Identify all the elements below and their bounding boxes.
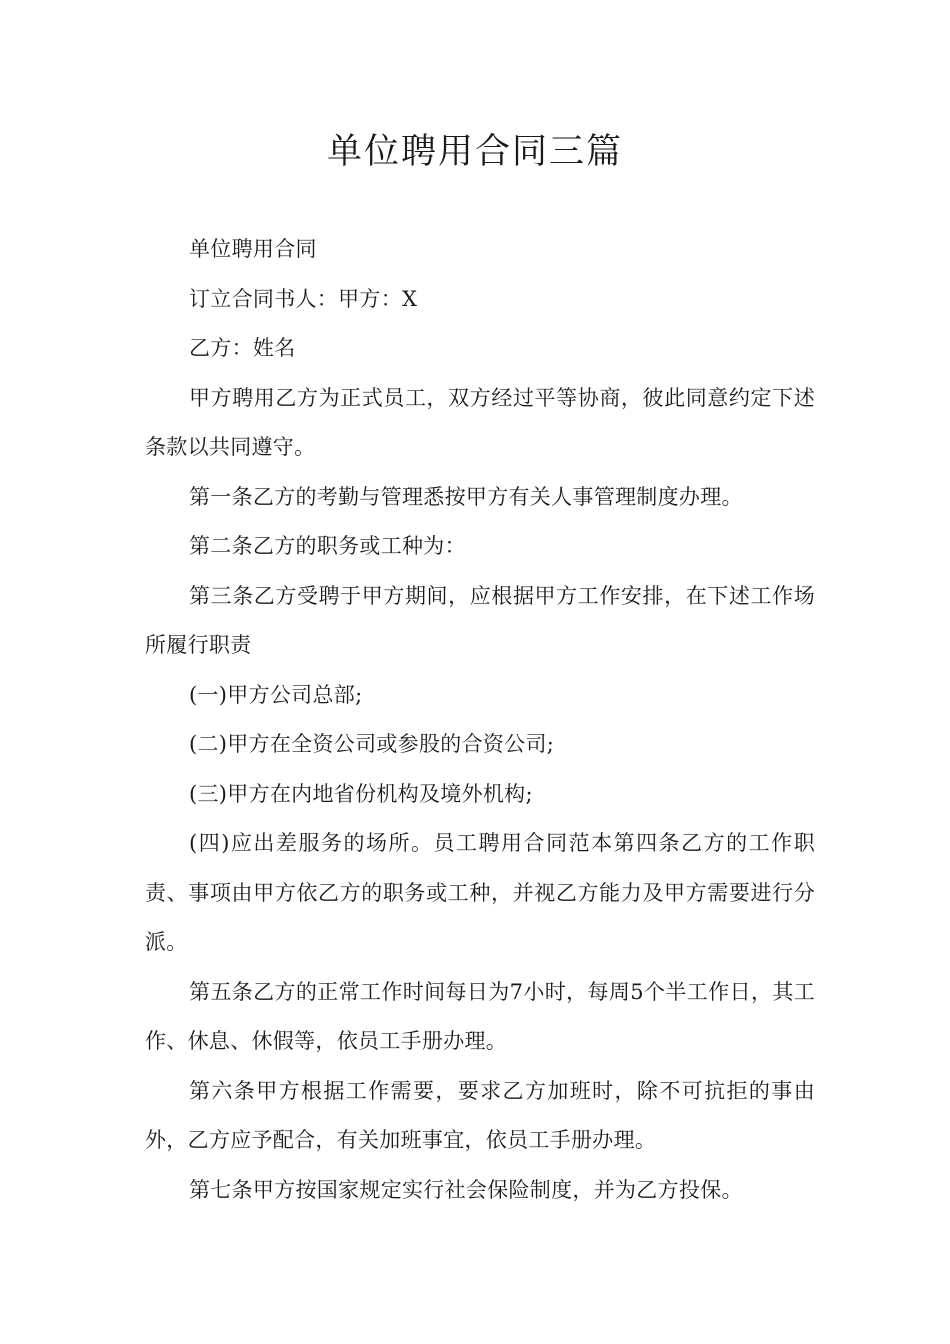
paragraph-item-3: (三)甲方在内地省份机构及境外机构;: [189, 781, 533, 806]
document-body: [145, 225, 815, 1215]
paragraph-party-b: 乙方：姓名: [189, 336, 296, 360]
paragraph-contract-heading: 单位聘用合同: [189, 237, 317, 261]
paragraph-article-1: 第一条乙方的考勤与管理悉按甲方有关人事管理制度办理。: [189, 484, 743, 509]
paragraph-article-6: 第六条甲方根据工作需要，要求乙方加班时，除不可抗拒的事由外，乙方应予配合，有关加班事宜，依员工手册办理。: [145, 1078, 815, 1152]
paragraph-preamble: 甲方聘用乙方为正式员工，双方经过平等协商，彼此同意约定下述条款以共同遵守。: [145, 385, 815, 459]
paragraph-item-1: (一)甲方公司总部;: [189, 682, 363, 707]
paragraph-item-2: (二)甲方在全资公司或参股的合资公司;: [189, 732, 555, 756]
paragraph-article-5: 第五条乙方的正常工作时间每日为7小时，每周5个半工作日，其工作、休息、休假等，依员工手册办理。: [145, 979, 815, 1053]
paragraph-article-3: 第三条乙方受聘于甲方期间，应根据甲方工作安排，在下述工作场所履行职责: [145, 583, 815, 657]
document-title: 单位聘用合同三篇: [326, 132, 623, 172]
paragraph-article-7: 第七条甲方按国家规定实行社会保险制度，并为乙方投保。: [189, 1177, 743, 1202]
paragraph-article-2: 第二条乙方的职务或工种为：: [189, 534, 466, 558]
paragraph-party-a: 订立合同书人：甲方：X: [189, 286, 418, 311]
paragraph-item-4: (四)应出差服务的场所。员工聘用合同范本第四条乙方的工作职责、事项由甲方依乙方的职务或工种，并视乙方能力及甲方需要进行分派。: [145, 831, 815, 954]
